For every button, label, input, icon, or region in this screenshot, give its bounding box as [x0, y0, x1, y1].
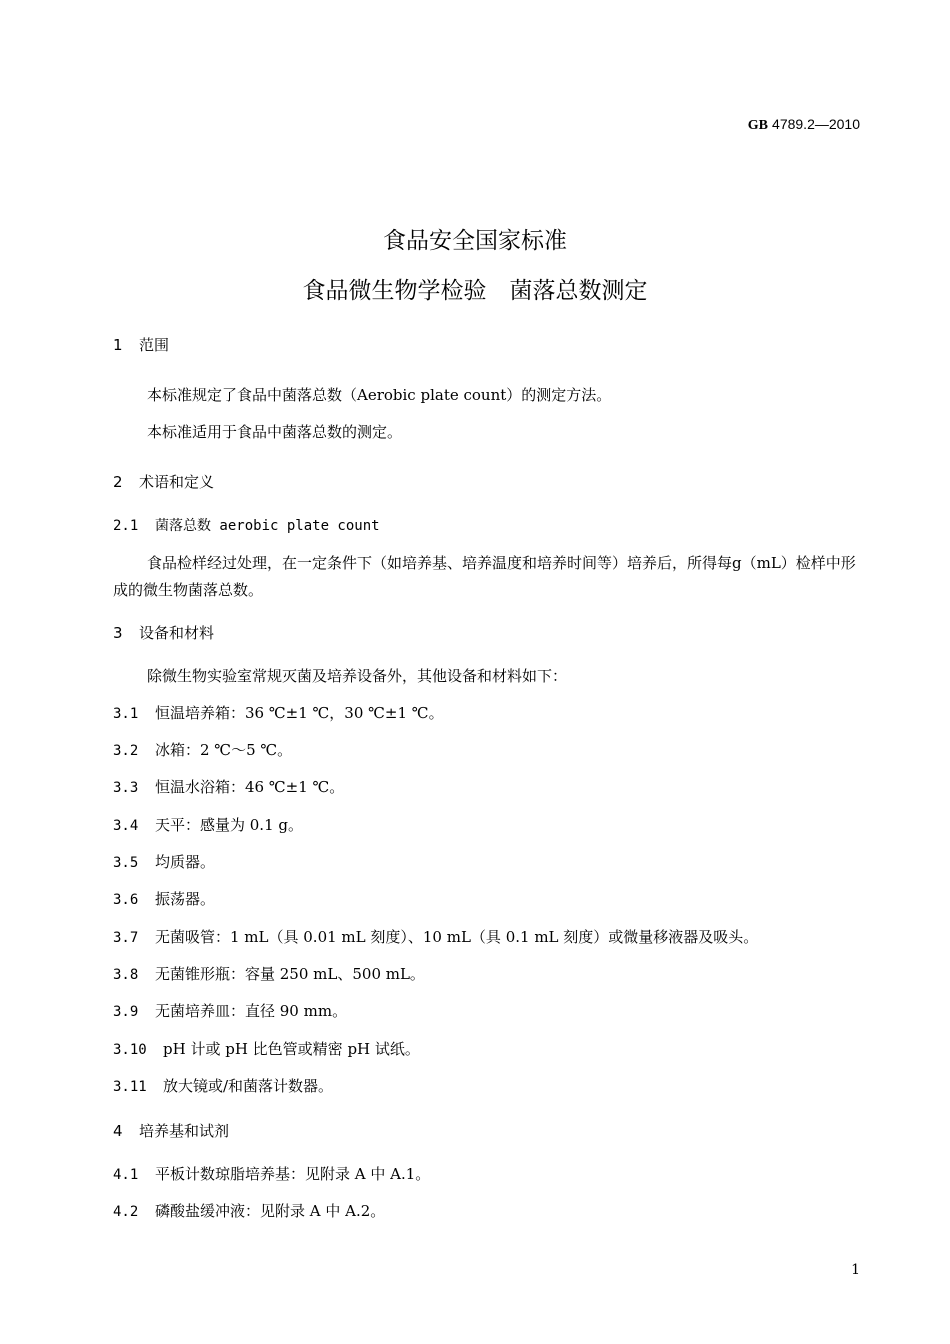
item-text: 放大镜或/和菌落计数器。	[163, 1077, 334, 1095]
item-number: 3.8	[113, 967, 139, 983]
item-text: 恒温水浴箱：46 ℃±1 ℃。	[155, 778, 345, 796]
list-item	[113, 1000, 347, 1021]
section-title: 范围	[139, 336, 170, 354]
item-number: 3.2	[113, 743, 139, 759]
section-4-heading	[113, 1120, 229, 1141]
item-text: 磷酸盐缓冲液：见附录 A 中 A.2。	[155, 1202, 386, 1220]
list-item	[113, 1038, 420, 1059]
list-item	[113, 1200, 385, 1221]
item-number: 3.3	[113, 780, 139, 796]
list-item	[113, 851, 215, 872]
section-title: 术语和定义	[139, 473, 215, 491]
item-text: 无菌培养皿：直径 90 mm。	[155, 1002, 348, 1020]
page-number: 1	[851, 1262, 860, 1278]
section-number: 1	[113, 336, 123, 354]
item-text: pH 计或 pH 比色管或精密 pH 试纸。	[163, 1040, 420, 1058]
section-title: 设备和材料	[139, 624, 215, 642]
item-text: 无菌锥形瓶：容量 250 mL、500 mL。	[155, 965, 425, 983]
section-number: 3	[113, 624, 123, 642]
section-1-heading	[113, 334, 169, 355]
item-number: 3.5	[113, 855, 139, 871]
section-1-paragraph-1: 本标准规定了食品中菌落总数（Aerobic plate count）的测定方法。	[147, 386, 612, 404]
list-item	[113, 888, 215, 909]
section-title: 培养基和试剂	[139, 1122, 230, 1140]
item-text: 冰箱：2 ℃～5 ℃。	[155, 741, 293, 759]
section-2-heading	[113, 471, 214, 492]
item-number: 3.7	[113, 930, 139, 946]
item-text: 振荡器。	[155, 890, 216, 908]
section-number: 2	[113, 473, 123, 491]
subsection-title: 菌落总数 aerobic plate count	[155, 518, 380, 534]
list-item	[113, 739, 292, 760]
item-number: 4.1	[113, 1167, 139, 1183]
item-number: 3.6	[113, 892, 139, 908]
item-number: 3.1	[113, 706, 139, 722]
item-text: 无菌吸管：1 mL（具 0.01 mL 刻度）、10 mL（具 0.1 mL 刻度）或微量移液器及吸头。	[155, 928, 759, 946]
item-number: 3.4	[113, 818, 139, 834]
item-number: 3.9	[113, 1004, 139, 1020]
item-number: 4.2	[113, 1204, 139, 1220]
subsection-number: 2.1	[113, 518, 139, 534]
item-number: 3.11	[113, 1079, 147, 1095]
list-item	[113, 963, 425, 984]
list-item	[113, 814, 303, 835]
list-item	[113, 702, 444, 723]
standard-prefix: GB	[747, 118, 769, 133]
list-item	[113, 1075, 333, 1096]
section-3-intro: 除微生物实验室常规灭菌及培养设备外，其他设备和材料如下：	[147, 667, 568, 685]
item-number: 3.10	[113, 1042, 147, 1058]
list-item	[113, 1163, 430, 1184]
title-line-2: 食品微生物学检验 菌落总数测定	[302, 278, 648, 304]
standard-code: 4789.2—2010	[772, 116, 860, 132]
section-1-paragraph-2: 本标准适用于食品中菌落总数的测定。	[147, 423, 403, 441]
subsection-2-1-text: 食品检样经过处理，在一定条件下（如培养基、培养温度和培养时间等）培养后，所得每g（mL）检样中形成的微生物菌落总数。	[113, 554, 856, 599]
item-text: 均质器。	[155, 853, 216, 871]
title-line-1: 食品安全国家标准	[383, 228, 567, 254]
subsection-2-1-heading	[113, 515, 380, 535]
item-text: 平板计数琼脂培养基：见附录 A 中 A.1。	[155, 1165, 431, 1183]
standard-number	[748, 116, 860, 134]
list-item	[113, 776, 344, 797]
list-item	[113, 926, 758, 947]
section-3-heading	[113, 622, 214, 643]
item-text: 天平：感量为 0.1 g。	[155, 816, 303, 834]
section-number: 4	[113, 1122, 123, 1140]
item-text: 恒温培养箱：36 ℃±1 ℃，30 ℃±1 ℃。	[155, 704, 444, 722]
